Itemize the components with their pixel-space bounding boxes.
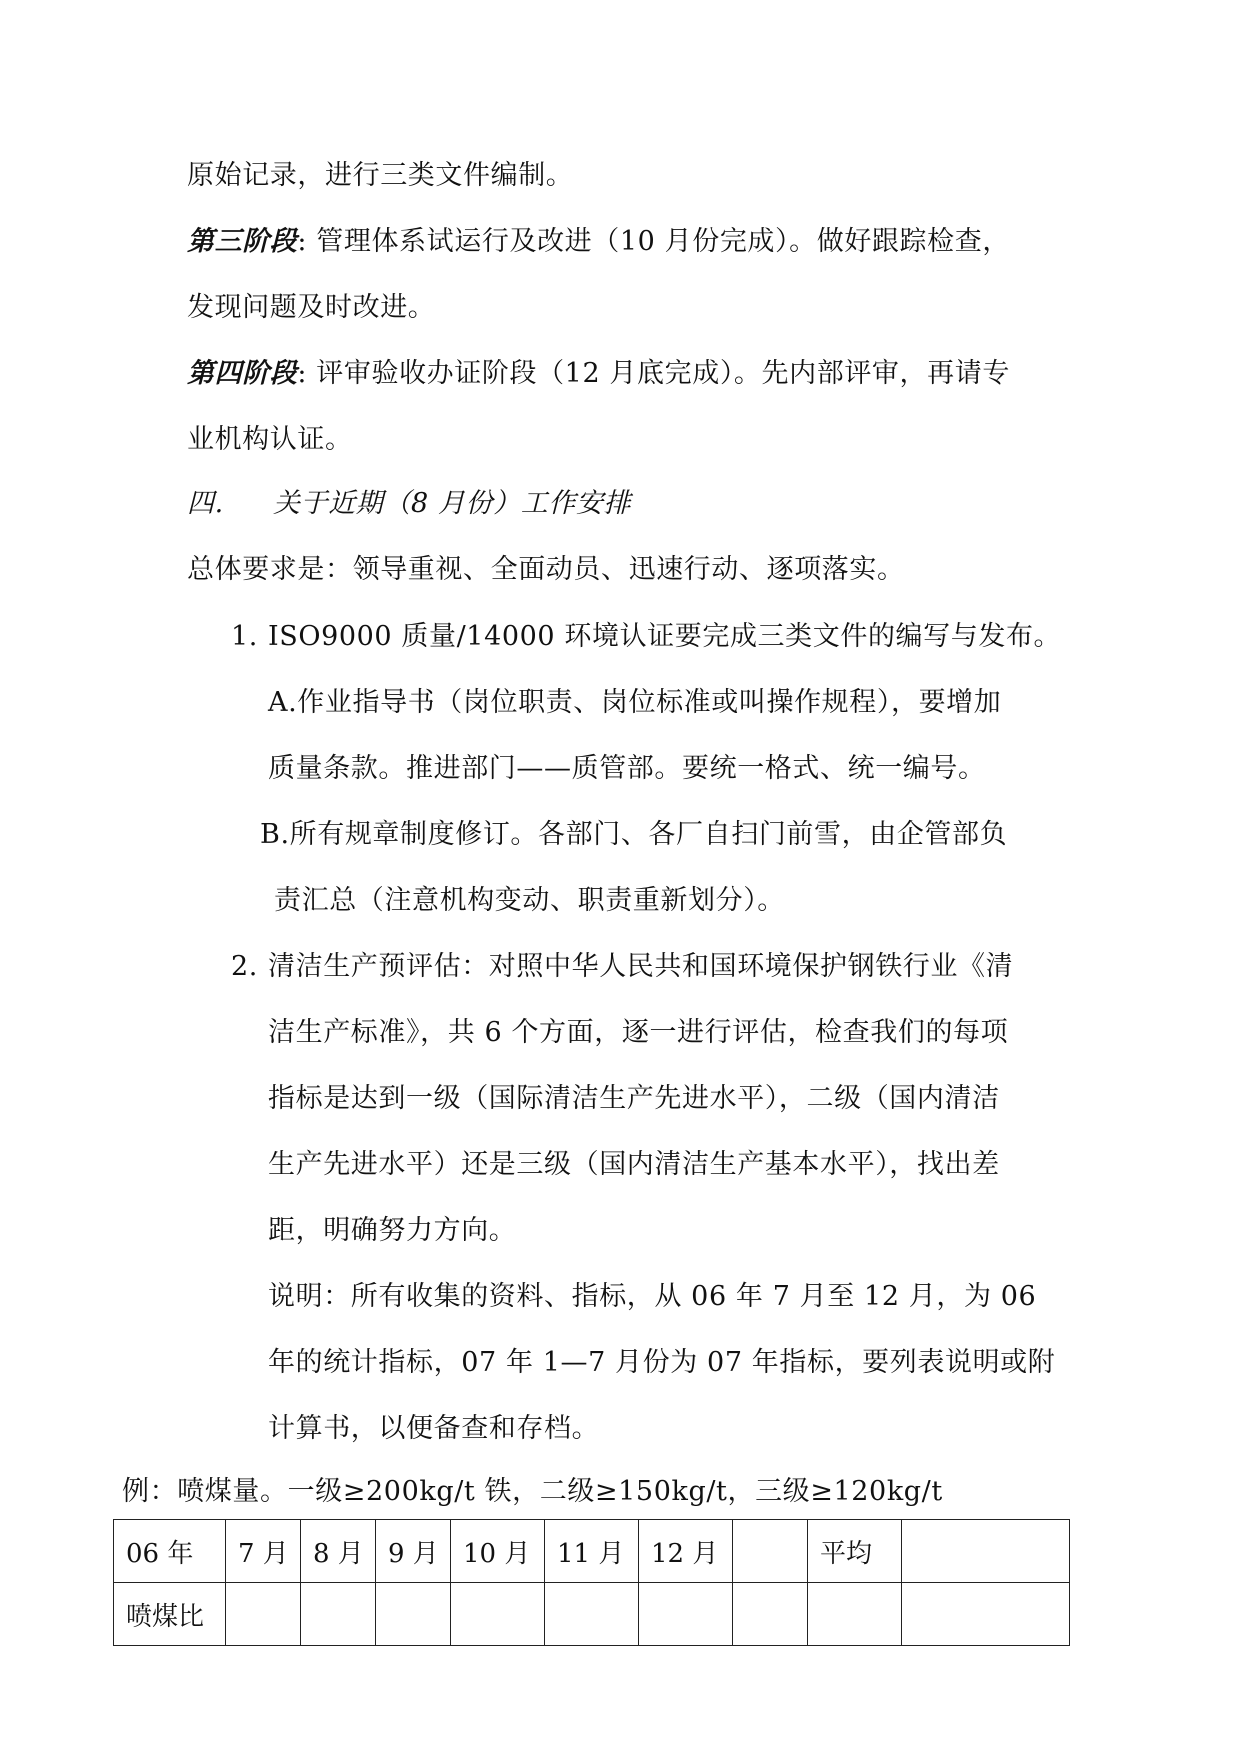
table-cell [639,1583,733,1646]
table-cell [545,1583,639,1646]
section-title: 关于近期（8 月份）工作安排 [273,488,632,519]
table-cell: 喷煤比 [114,1583,226,1646]
text-line: 距，明确努力方向。 [268,1215,517,1246]
note-line: 计算书，以便备查和存档。 [268,1413,600,1444]
list-item-number: 2. [231,951,258,982]
table-cell: 8 月 [301,1520,376,1583]
sub-item-a: A.作业指导书（岗位职责、岗位标准或叫操作规程），要增加 [268,687,1002,718]
text-line: 洁生产标准》，共 6 个方面，逐一进行评估，检查我们的每项 [268,1017,1009,1048]
table-cell: 7 月 [226,1520,301,1583]
table-cell: 9 月 [376,1520,451,1583]
table-cell: 11 月 [545,1520,639,1583]
table-cell [376,1583,451,1646]
stage4-paragraph [187,357,1010,391]
stage3-label: 第三阶段 [187,226,298,257]
list-item-text: 清洁生产预评估：对照中华人民共和国环境保护钢铁行业《清 [268,951,1014,982]
stage3-paragraph [187,225,1010,259]
text-line: 原始记录，进行三类文件编制。 [187,160,574,191]
section-heading [187,487,631,521]
stage4-label: 第四阶段 [187,358,298,389]
note-line: 说明：所有收集的资料、指标，从 06 年 7 月至 12 月，为 06 [268,1281,1037,1312]
table-cell [733,1520,808,1583]
table-cell: 平均 [808,1520,902,1583]
table-header-row [114,1520,1070,1583]
note-line: 年的统计指标，07 年 1—7 月份为 07 年指标，要列表说明或附 [268,1347,1056,1378]
section-number: 四. [187,488,224,519]
table-cell [902,1520,1070,1583]
table-cell: 06 年 [114,1520,226,1583]
table-cell [733,1583,808,1646]
sub-item-b: B.所有规章制度修订。各部门、各厂自扫门前雪，由企管部负 [260,819,1008,850]
table-cell [451,1583,545,1646]
text-line: 生产先进水平）还是三级（国内清洁生产基本水平），找出差 [268,1149,1000,1180]
list-item-number: 1. [231,621,258,652]
text-line: 发现问题及时改进。 [187,292,436,323]
table-cell [226,1583,301,1646]
example-line: 例：喷煤量。一级≥200kg/t 铁，二级≥150kg/t，三级≥120kg/t [122,1476,943,1507]
text-line: 业机构认证。 [187,424,353,455]
table-cell [808,1583,902,1646]
text-line: 指标是达到一级（国际清洁生产先进水平），二级（国内清洁 [268,1083,1000,1114]
list-item-text: ISO9000 质量/14000 环境认证要完成三类文件的编写与发布。 [268,621,1062,652]
text-line: 责汇总（注意机构变动、职责重新划分）。 [274,885,785,916]
table-cell [301,1583,376,1646]
table-row [114,1583,1070,1646]
text-line: 质量条款。推进部门——质管部。要统一格式、统一编号。 [268,753,986,784]
table-cell [902,1583,1070,1646]
data-table [113,1519,1070,1646]
text-line: 总体要求是：领导重视、全面动员、迅速行动、逐项落实。 [187,554,905,585]
stage4-text: : 评审验收办证阶段（12 月底完成）。先内部评审，再请专 [297,358,1010,389]
table-cell: 12 月 [639,1520,733,1583]
stage3-text: : 管理体系试运行及改进（10 月份完成）。做好跟踪检查， [297,226,1010,257]
table-cell: 10 月 [451,1520,545,1583]
